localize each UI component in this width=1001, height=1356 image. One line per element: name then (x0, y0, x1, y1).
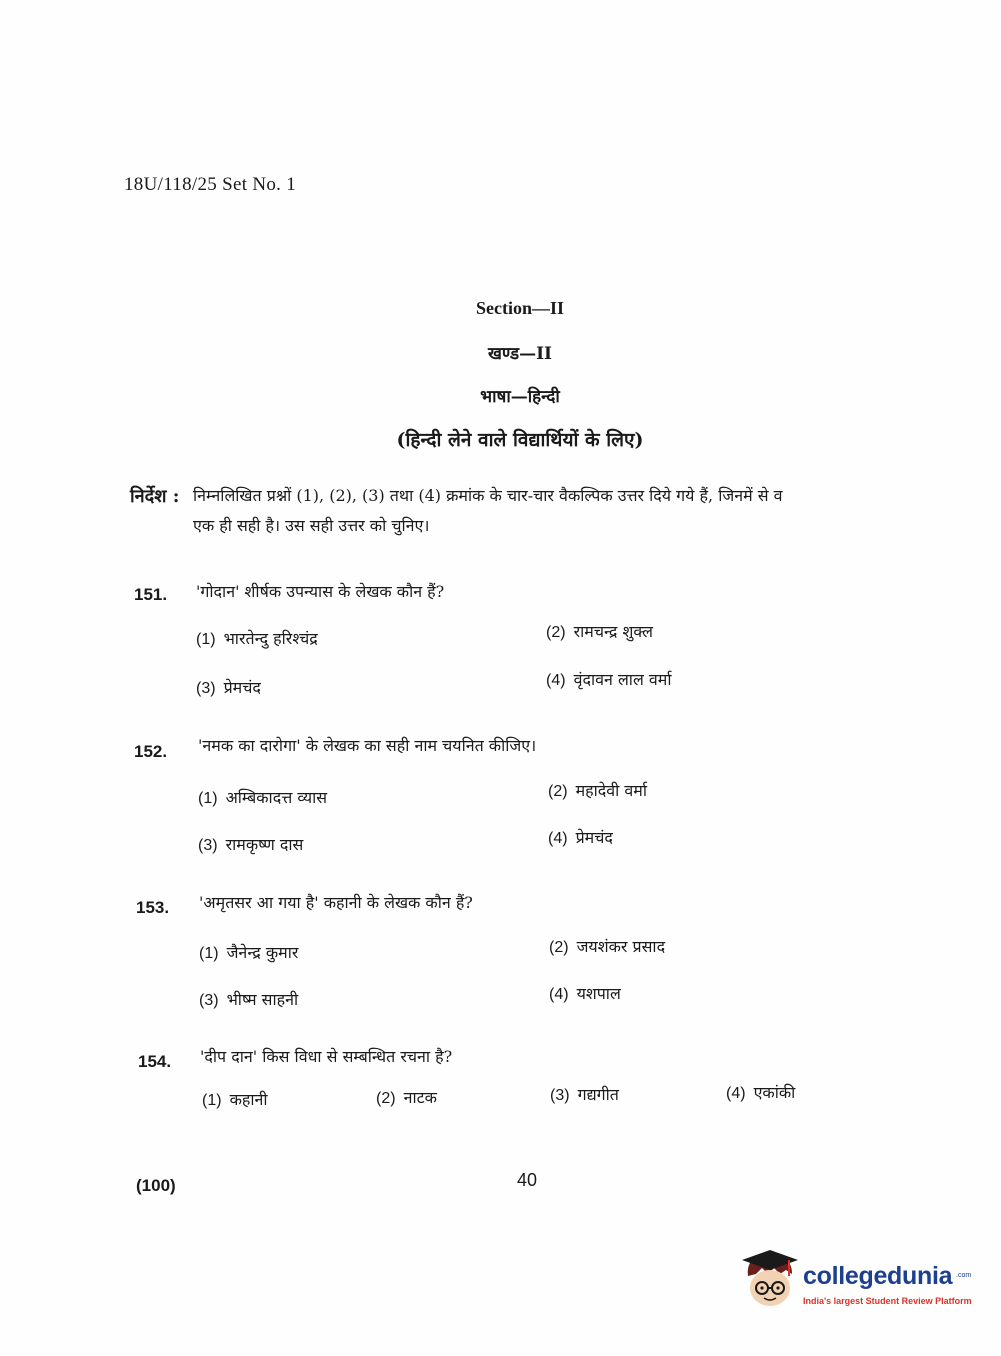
mascot-icon (740, 1246, 800, 1316)
option-text: अम्बिकादत्त व्यास (225, 788, 328, 807)
option-text: कहानी (229, 1090, 268, 1109)
option-text: भारतेन्दु हरिश्चंद्र (223, 629, 318, 648)
option-text: जैनेन्द्र कुमार (226, 943, 299, 962)
option (202, 1088, 268, 1110)
option-text: प्रेमचंद (223, 678, 261, 697)
brand-tagline: India's largest Student Review Platform (803, 1296, 972, 1306)
question-text: 'दीप दान' किस विधा से सम्बन्धित रचना है? (200, 1047, 453, 1066)
question-number: 153. (136, 898, 170, 917)
option (546, 620, 653, 642)
option-text: वृंदावन लाल वर्मा (573, 670, 672, 689)
option (198, 833, 303, 855)
option (550, 1083, 619, 1105)
option-number: (4) (726, 1085, 746, 1102)
page-number: 40 (517, 1170, 538, 1190)
option-text: महादेवी वर्मा (575, 781, 648, 800)
question-text: 'गोदान' शीर्षक उपन्यास के लेखक कौन हैं? (196, 582, 445, 601)
option-text: एकांकी (753, 1083, 796, 1102)
question-number: 151. (134, 585, 168, 604)
option-number: (2) (376, 1090, 396, 1107)
set-number: 18U/118/25 Set No. 1 (124, 174, 297, 195)
option-number: (1) (202, 1092, 222, 1109)
option-text: गद्यगीत (577, 1085, 619, 1104)
option (199, 988, 298, 1010)
instructions-label: निर्देश : (130, 486, 180, 507)
option-text: यशपाल (576, 984, 621, 1003)
option (196, 627, 318, 649)
option (726, 1081, 795, 1103)
section-title-english: Section—II (475, 298, 564, 318)
question-number: 154. (138, 1052, 172, 1071)
question-text: 'नमक का दारोगा' के लेखक का सही नाम चयनित कीजिए। (198, 736, 537, 755)
option-number: (2) (549, 939, 569, 956)
option (549, 982, 621, 1004)
option (196, 676, 261, 698)
option-number: (1) (198, 790, 218, 807)
option-number: (1) (196, 631, 216, 648)
section-title-hindi: खण्ड—II (488, 344, 552, 364)
option (376, 1086, 437, 1108)
question-text: 'अमृतसर आ गया है' कहानी के लेखक कौन हैं? (199, 893, 473, 912)
option (546, 668, 672, 690)
option-number: (4) (549, 986, 569, 1003)
paper-code: (100) (136, 1176, 176, 1195)
option-number: (3) (199, 992, 219, 1009)
brand-name: collegedunia (803, 1262, 953, 1290)
option-number: (4) (548, 830, 568, 847)
audience-note: (हिन्दी लेने वाले विद्यार्थियों के लिए) (396, 429, 644, 451)
option (548, 826, 613, 848)
option-number: (3) (550, 1087, 570, 1104)
option (549, 935, 665, 957)
option-number: (4) (546, 672, 566, 689)
option-number: (2) (546, 624, 566, 641)
option-text: भीष्म साहनी (226, 990, 299, 1009)
instructions-line-1: निम्नलिखित प्रश्नों (1), (2), (3) तथा (4) क्रमांक के चार-चार वैकल्पिक उत्तर दिये गये हैं, जिनमें से व (193, 486, 783, 505)
option-text: प्रेमचंद (575, 828, 613, 847)
option-text: रामचन्द्र शुक्ल (573, 622, 653, 641)
option (548, 779, 647, 801)
option-number: (1) (199, 945, 219, 962)
language-title: भाषा—हिन्दी (480, 387, 560, 407)
instructions-line-2: एक ही सही है। उस सही उत्तर को चुनिए। (193, 516, 430, 535)
option-number: (3) (196, 680, 216, 697)
option-number: (3) (198, 837, 218, 854)
option-text: नाटक (403, 1088, 437, 1107)
option-number: (2) (548, 783, 568, 800)
option (199, 941, 298, 963)
question-number: 152. (134, 742, 168, 761)
option-text: जयशंकर प्रसाद (576, 937, 666, 956)
brand-tld: .com (956, 1272, 972, 1279)
option-text: रामकृष्ण दास (225, 835, 304, 854)
option (198, 786, 327, 808)
